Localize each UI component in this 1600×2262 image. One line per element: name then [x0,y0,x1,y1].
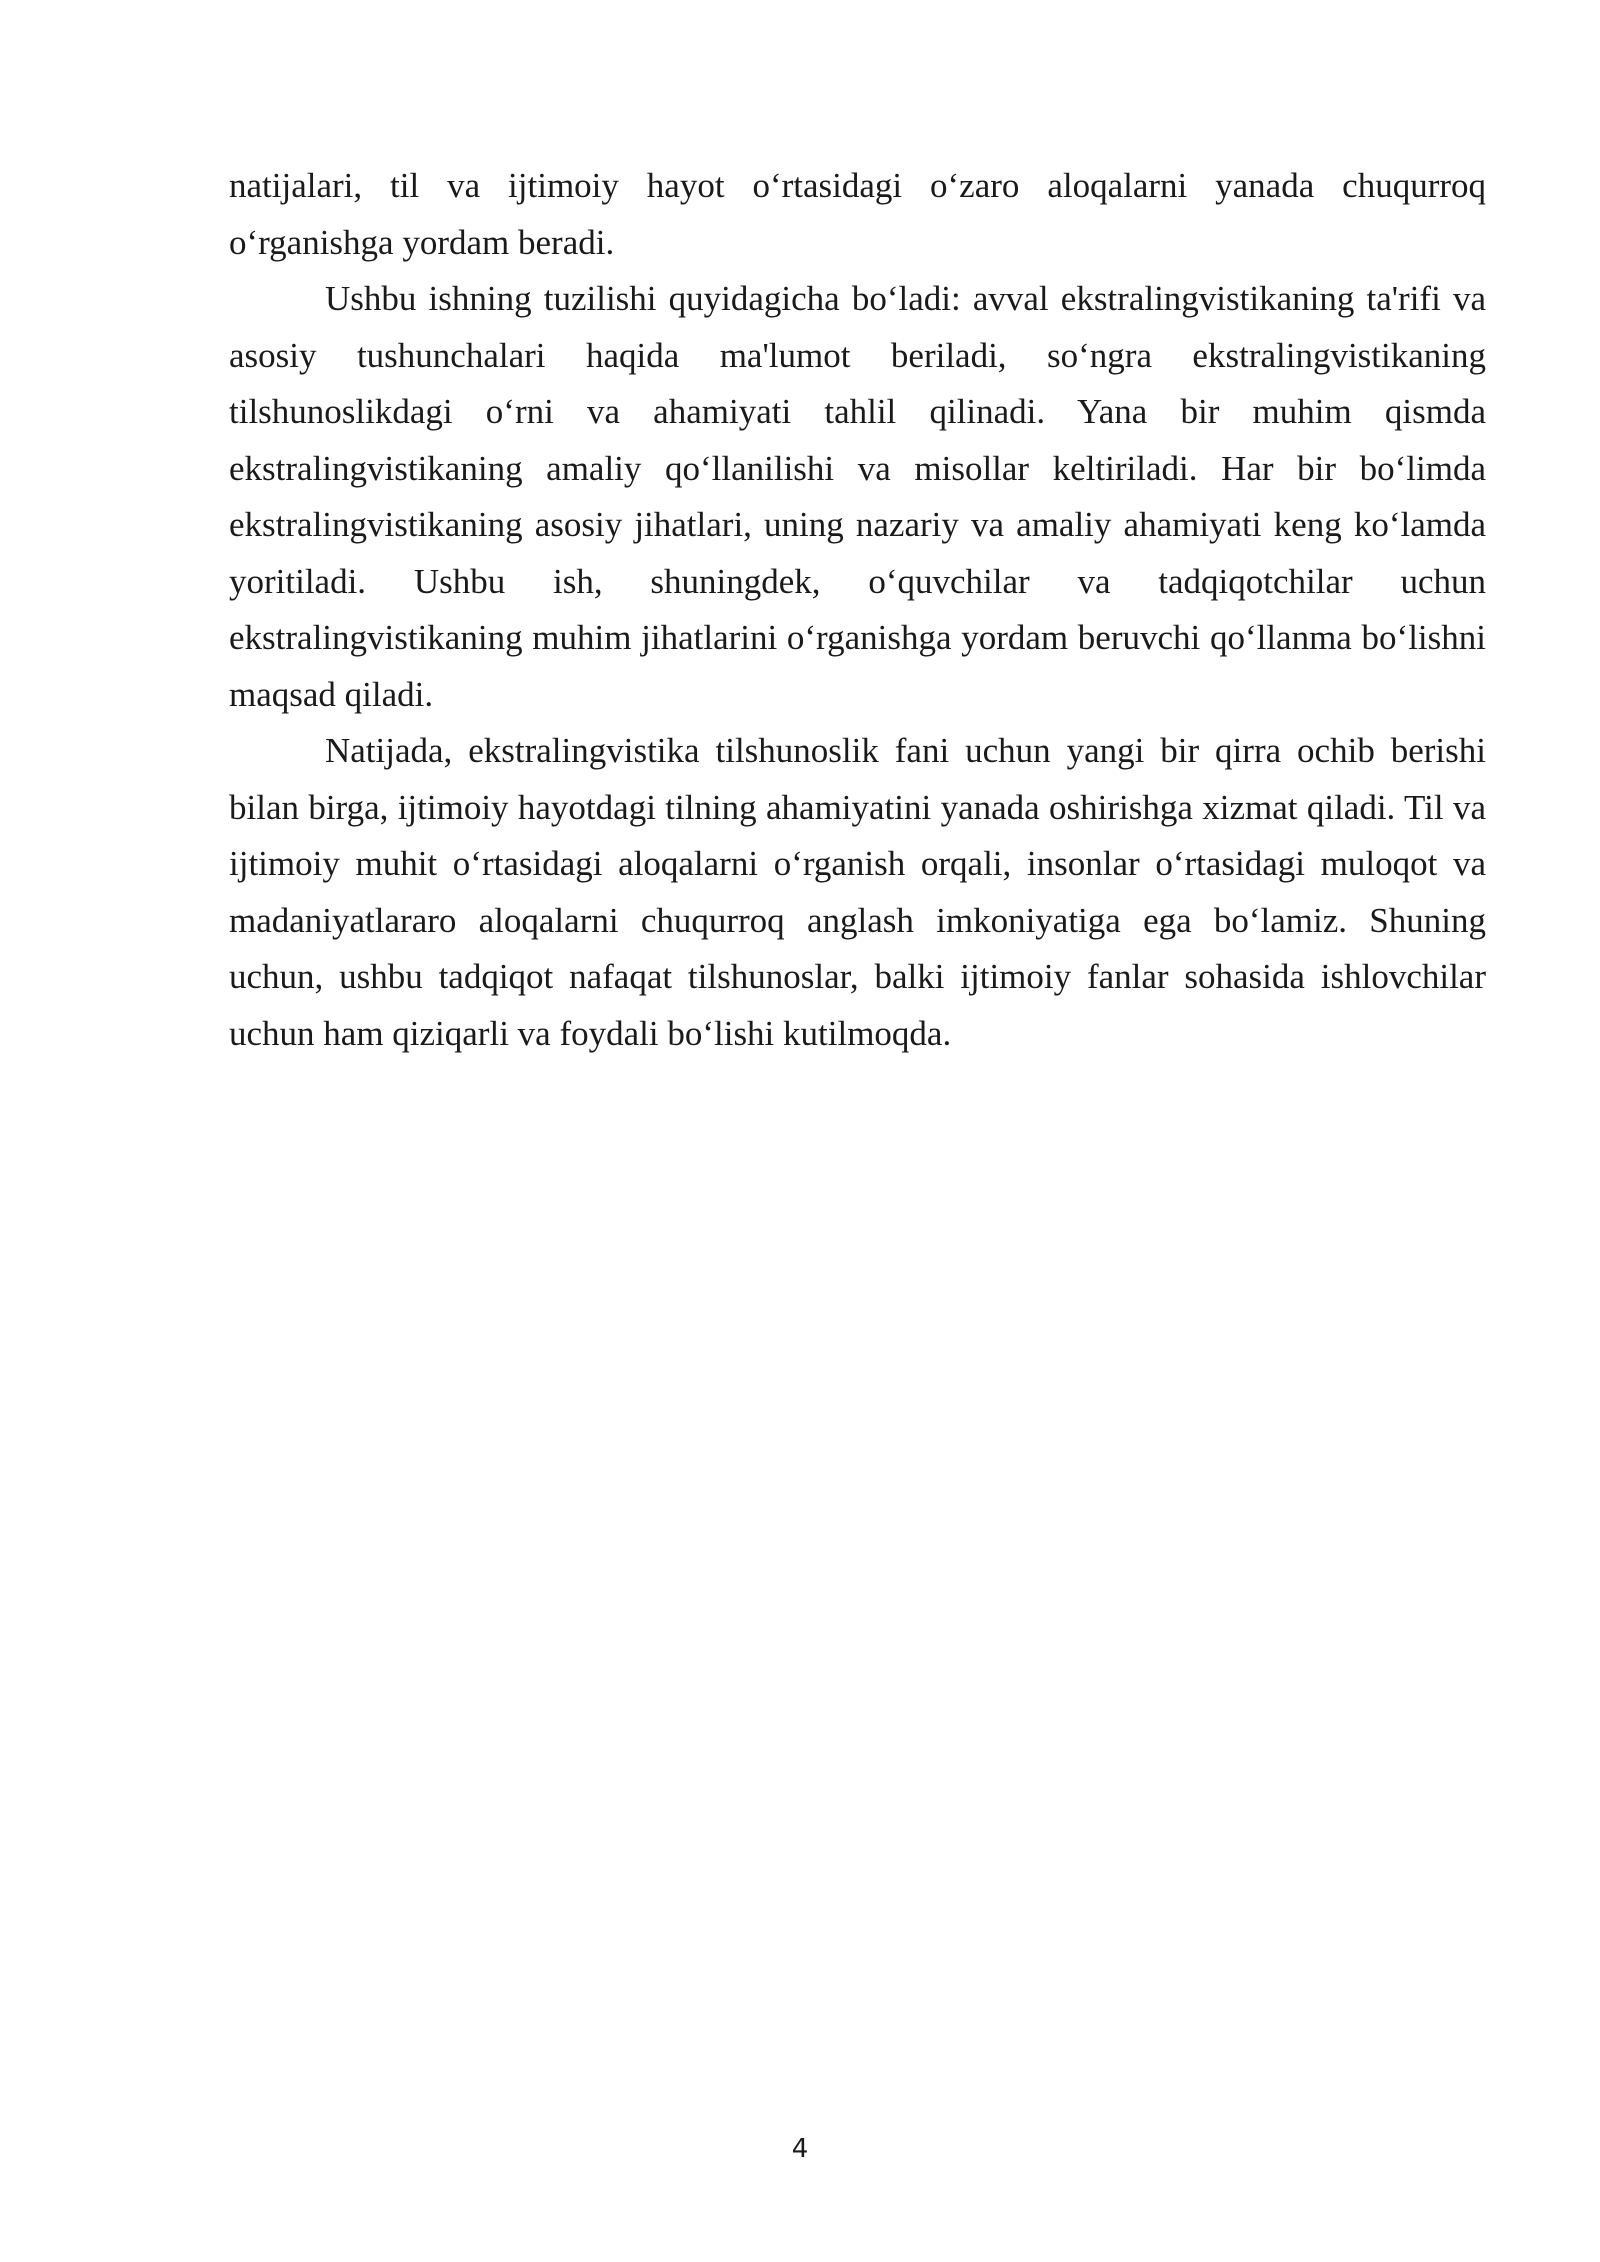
paragraph-conclusion: Natijada, ekstralingvistika tilshunoslik fani uchun yangi bir qirra ochib berishi bilan birga, ijtimoiy hayotdagi tilning ahamiyatini yanada oshirishga xizmat qiladi. Til va ijtimoiy muhit o‘rtasidagi aloqalarni o‘rganish orqali, insonlar o‘rtasidagi muloqot va madaniyatlararo aloqalarni chuqurroq anglash imkoniyatiga ega bo‘lamiz. Shuning uchun, ushbu tadqiqot nafaqat tilshunoslar, balki ijtimoiy fanlar sohasida ishlovchilar uchun ham qiziqarli va foydali bo‘lishi kutilmoqda. [229,731,1486,1053]
body-text [229,158,1486,1062]
paragraph-structure: Ushbu ishning tuzilishi quyidagicha bo‘ladi: avval ekstralingvistikaning ta'rifi va asosiy tushunchalari haqida ma'lumot beriladi, so‘ngra ekstralingvistikaning tilshunoslikdagi o‘rni va ahamiyati tahlil qilinadi. Yana bir muhim qismda ekstralingvistikaning amaliy qo‘llanilishi va misollar keltiriladi. Har bir bo‘limda ekstralingvistikaning asosiy jihatlari, uning nazariy va amaliy ahamiyati keng ko‘lamda yoritiladi. Ushbu ish, shuningdek, o‘quvchilar va tadqiqotchilar uchun ekstralingvistikaning muhim jihatlarini o‘rganishga yordam beruvchi qo‘llanma bo‘lishni maqsad qiladi. [229,279,1486,714]
page-number: 4 [791,2134,809,2164]
paragraph-continuation: natijalari, til va ijtimoiy hayot o‘rtasidagi o‘zaro aloqalarni yanada chuqurroq o‘rganishga yordam beradi. [229,166,1486,262]
